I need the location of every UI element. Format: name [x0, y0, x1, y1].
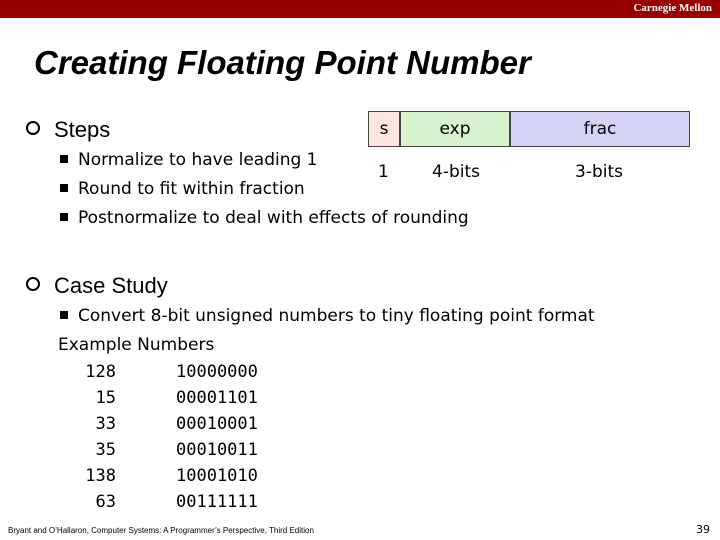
step-text: Postnormalize to deal with effects of rounding	[78, 208, 469, 228]
format-field-exp: exp	[400, 111, 510, 147]
example-row	[58, 414, 288, 438]
format-size-frac: 3-bits	[575, 162, 623, 182]
example-number: 128	[85, 362, 116, 382]
step-item	[78, 208, 469, 228]
slide-title: Creating Floating Point Number	[34, 44, 531, 81]
case-item-text: Convert 8-bit unsigned numbers to tiny floating point format	[78, 306, 595, 326]
steps-heading	[54, 117, 110, 143]
brand-label: Carnegie Mellon	[633, 2, 712, 14]
square-bullet-icon	[60, 155, 68, 163]
example-bits: 00001101	[176, 388, 258, 408]
step-item	[78, 179, 305, 199]
example-row	[58, 492, 288, 516]
step-text: Round to fit within fraction	[78, 179, 305, 199]
example-bits: 00010011	[176, 440, 258, 460]
format-size-exp: 4-bits	[432, 162, 480, 182]
example-bits: 10001010	[176, 466, 258, 486]
example-number: 15	[95, 388, 116, 408]
format-field-s: s	[368, 111, 400, 147]
step-item	[78, 150, 318, 170]
format-size-s: 1	[378, 162, 389, 182]
example-bits: 00010001	[176, 414, 258, 434]
case-item	[78, 306, 595, 326]
example-heading: Example Numbers	[58, 335, 215, 355]
example-number: 138	[85, 466, 116, 486]
example-row	[58, 388, 288, 412]
square-bullet-icon	[60, 184, 68, 192]
footer-citation: Bryant and O’Hallaron, Computer Systems: A Programmer’s Perspective, Third Edition	[8, 526, 314, 535]
square-bullet-icon	[60, 213, 68, 221]
steps-heading-text: Steps	[54, 117, 111, 142]
case-heading-text: Case Study	[54, 273, 168, 298]
page-number: 39	[696, 523, 710, 536]
top-bar	[0, 0, 720, 18]
example-row	[58, 362, 288, 386]
example-number: 35	[95, 440, 116, 460]
example-row	[58, 440, 288, 464]
case-heading	[54, 273, 168, 299]
example-bits: 00111111	[176, 492, 258, 512]
square-bullet-icon	[60, 311, 68, 319]
format-field-frac: frac	[510, 111, 690, 147]
circle-bullet-icon	[26, 121, 40, 135]
example-bits: 10000000	[176, 362, 258, 382]
example-number: 33	[95, 414, 116, 434]
step-text: Normalize to have leading 1	[78, 150, 318, 170]
circle-bullet-icon	[26, 277, 40, 291]
example-number: 63	[95, 492, 116, 512]
example-row	[58, 466, 288, 490]
